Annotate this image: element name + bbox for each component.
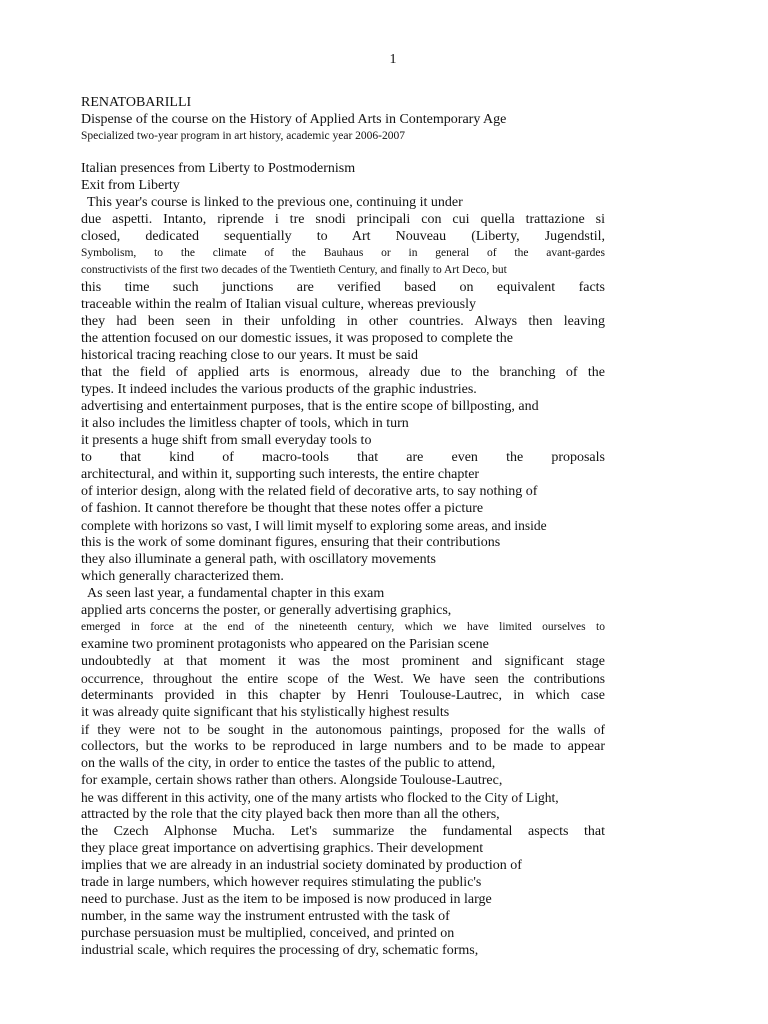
text-line: occurrence, throughout the entire scope of the West. We have seen the contributions <box>81 671 605 686</box>
text-line: due aspetti. Intanto, riprende i tre snodi principali con cui quella trattazione si <box>81 212 605 227</box>
text-line: trade in large numbers, which however requires stimulating the public's <box>81 875 482 890</box>
text-line: determinants provided in this chapter by Henri Toulouse-Lautrec, in which case <box>81 688 605 703</box>
text-line: the attention focused on our domestic issues, it was proposed to complete the <box>81 331 513 346</box>
document-body <box>81 94 605 959</box>
text-line: to that kind of macro-tools that are even the proposals <box>81 450 605 465</box>
text-line: they also illuminate a general path, with oscillatory movements <box>81 552 436 567</box>
spacer <box>81 145 605 160</box>
text-line: on the walls of the city, in order to entice the tastes of the public to attend, <box>81 756 496 771</box>
course-title: Dispense of the course on the History of Applied Arts in Contemporary Age <box>81 112 507 127</box>
text-line: they had been seen in their unfolding in other countries. Always then leaving <box>81 314 605 329</box>
text-line: examine two prominent protagonists who appeared on the Parisian scene <box>81 637 489 652</box>
text-line: of fashion. It cannot therefore be thought that these notes offer a picture <box>81 501 484 516</box>
section-subtitle: Exit from Liberty <box>81 178 180 193</box>
text-line: applied arts concerns the poster, or generally advertising graphics, <box>81 603 452 618</box>
text-line: undoubtedly at that moment it was the most prominent and significant stage <box>81 654 605 669</box>
text-line: need to purchase. Just as the item to be imposed is now produced in large <box>81 892 492 907</box>
text-line: This year's course is linked to the previous one, continuing it under <box>87 195 463 210</box>
text-line: of interior design, along with the related field of decorative arts, to say nothing of <box>81 484 538 499</box>
text-line: for example, certain shows rather than others. Alongside Toulouse-Lautrec, <box>81 773 503 788</box>
text-line: Symbolism, to the climate of the Bauhaus or in general of the avant-gardes <box>81 247 605 259</box>
text-line: architectural, and within it, supporting such interests, the entire chapter <box>81 467 480 482</box>
section-title: Italian presences from Liberty to Postmodernism <box>81 161 356 176</box>
text-line: that the field of applied arts is enormous, already due to the branching of the <box>81 365 605 380</box>
text-line: the Czech Alphonse Mucha. Let's summarize the fundamental aspects that <box>81 824 605 839</box>
text-line: industrial scale, which requires the processing of dry, schematic forms, <box>81 943 479 958</box>
text-line: it presents a huge shift from small everyday tools to <box>81 433 372 448</box>
author-name: RENATOBARILLI <box>81 95 192 110</box>
text-line: if they were not to be sought in the autonomous paintings, proposed for the walls of <box>81 722 605 737</box>
text-line: collectors, but the works to be reproduced in large numbers and to be made to appear <box>81 739 605 754</box>
text-line: this time such junctions are verified based on equivalent facts <box>81 280 605 295</box>
text-line: closed, dedicated sequentially to Art Nouveau (Liberty, Jugendstil, <box>81 229 605 244</box>
text-line: historical tracing reaching close to our years. It must be said <box>81 348 419 363</box>
text-line: emerged in force at the end of the nineteenth century, which we have limited ourselves to <box>81 621 605 633</box>
page-number: 1 <box>389 52 397 67</box>
text-line: constructivists of the first two decades of the Twentieth Century, and finally to Art Deco, but <box>81 264 507 276</box>
text-line: complete with horizons so vast, I will limit myself to exploring some areas, and inside <box>81 518 547 533</box>
text-line: implies that we are already in an industrial society dominated by production of <box>81 858 522 873</box>
program-line: Specialized two-year program in art history, academic year 2006-2007 <box>81 130 406 142</box>
text-line: types. It indeed includes the various products of the graphic industries. <box>81 382 477 397</box>
text-line: this is the work of some dominant figures, ensuring that their contributions <box>81 535 501 550</box>
text-line: traceable within the realm of Italian visual culture, whereas previously <box>81 297 476 312</box>
text-line: purchase persuasion must be multiplied, conceived, and printed on <box>81 926 455 941</box>
text-line: advertising and entertainment purposes, that is the entire scope of billposting, and <box>81 399 539 414</box>
text-line: he was different in this activity, one of the many artists who flocked to the City of Light, <box>81 790 559 805</box>
text-line: number, in the same way the instrument entrusted with the task of <box>81 909 450 924</box>
text-line: attracted by the role that the city played back then more than all the others, <box>81 807 500 822</box>
text-line: it was already quite significant that his stylistically highest results <box>81 705 450 720</box>
text-line: which generally characterized them. <box>81 569 284 584</box>
text-line: As seen last year, a fundamental chapter in this exam <box>87 586 385 601</box>
text-line: it also includes the limitless chapter of tools, which in turn <box>81 416 409 431</box>
text-line: they place great importance on advertising graphics. Their development <box>81 841 484 856</box>
